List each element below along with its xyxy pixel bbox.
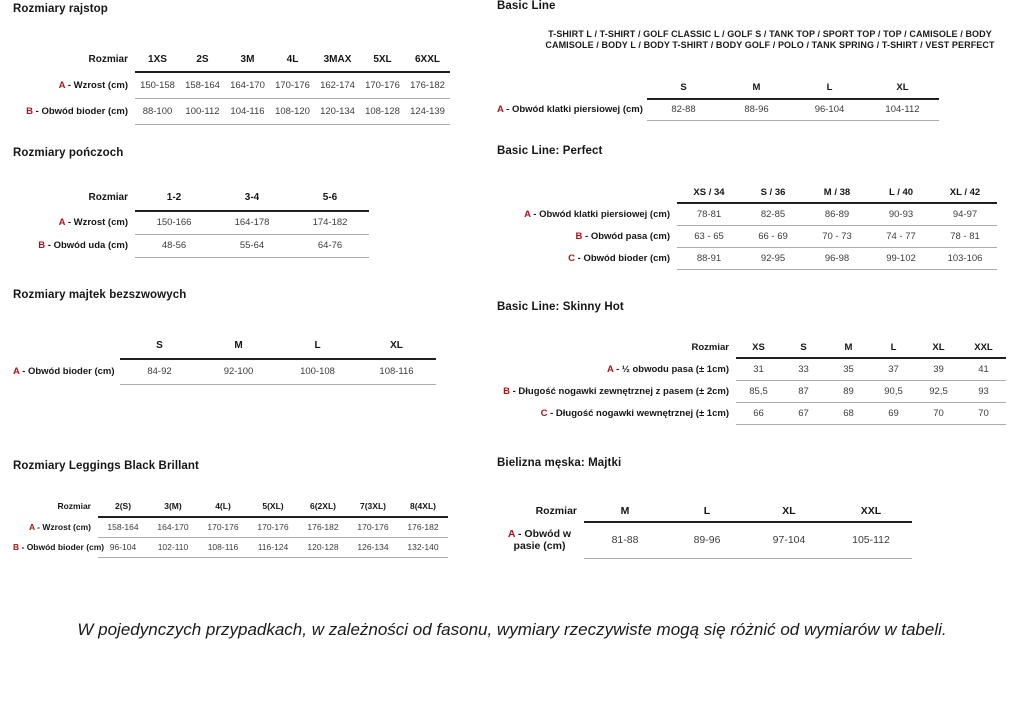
column-header: L [666, 500, 748, 522]
size-column-label [13, 332, 120, 359]
row-label: A - Wzrost (cm) [58, 217, 128, 228]
cell-value: 176-182 [298, 517, 348, 537]
row-label: C - Obwód bioder (cm) [568, 252, 670, 264]
table-row [497, 225, 997, 247]
table-row [13, 234, 369, 257]
row-letter: A [58, 217, 66, 228]
cell-value: 89-96 [666, 522, 748, 558]
section-title-bielizna-meska-majtki: Bielizna męska: Majtki [497, 457, 622, 469]
section-title-basic-line-perfect: Basic Line: Perfect [497, 145, 603, 157]
column-header: 8(4XL) [398, 495, 448, 517]
row-label: B - Obwód bioder (cm) [26, 105, 128, 117]
column-header: M [584, 500, 666, 522]
cell-value: 69 [871, 402, 916, 424]
cell-value: 96-98 [805, 247, 869, 269]
row-label: B - Długość nogawki zewnętrznej z pasem (± 2cm) [503, 385, 729, 397]
cell-value: 66 - 69 [741, 225, 805, 247]
cell-value: 158-164 [98, 517, 148, 537]
cell-value: 81-88 [584, 522, 666, 558]
table-row [13, 98, 450, 124]
column-header: XL [357, 332, 436, 359]
size-column-label [497, 182, 677, 203]
cell-value: 89 [826, 380, 871, 402]
column-header: XL [866, 76, 939, 99]
row-letter: A [58, 79, 66, 91]
column-header: 5-6 [291, 184, 369, 211]
cell-value: 100-108 [278, 359, 357, 384]
column-header: S [120, 332, 199, 359]
section-title-basic-line: Basic Line [497, 0, 556, 12]
cell-value: 86-89 [805, 203, 869, 225]
cell-value: 176-182 [398, 517, 448, 537]
cell-value: 68 [826, 402, 871, 424]
cell-value: 33 [781, 358, 826, 380]
cell-value: 108-120 [270, 98, 315, 124]
table-bielizna-meska-majtki [497, 500, 912, 559]
cell-value: 85,5 [736, 380, 781, 402]
cell-value: 94-97 [933, 203, 997, 225]
cell-value: 70 [916, 402, 961, 424]
column-header: L / 40 [869, 182, 933, 203]
cell-value: 92,5 [916, 380, 961, 402]
cell-value: 31 [736, 358, 781, 380]
header-row [497, 182, 997, 203]
table-row [497, 99, 939, 120]
size-column-label: Rozmiar [57, 501, 91, 511]
column-header: 4L [270, 47, 315, 72]
cell-value: 88-91 [677, 247, 741, 269]
column-header: 6(2XL) [298, 495, 348, 517]
cell-value: 92-95 [741, 247, 805, 269]
cell-value: 164-170 [225, 72, 270, 98]
cell-value: 48-56 [135, 234, 213, 257]
cell-value: 108-128 [360, 98, 405, 124]
cell-value: 103-106 [933, 247, 997, 269]
cell-value: 99-102 [869, 247, 933, 269]
cell-value: 88-100 [135, 98, 180, 124]
cell-value: 170-176 [270, 72, 315, 98]
cell-value: 82-88 [647, 99, 720, 120]
section-title-basic-line-skinny-hot: Basic Line: Skinny Hot [497, 301, 624, 313]
column-header: L [793, 76, 866, 99]
cell-value: 108-116 [198, 537, 248, 557]
row-letter: A [497, 104, 504, 115]
table-row [497, 402, 1006, 424]
row-label: B - Obwód pasa (cm) [575, 230, 670, 242]
table-leggings [13, 495, 448, 558]
table-ponczochy [13, 184, 369, 258]
table-row [13, 211, 369, 234]
column-header: 7(3XL) [348, 495, 398, 517]
table-row [497, 522, 912, 558]
cell-value: 78 - 81 [933, 225, 997, 247]
header-row [13, 47, 450, 72]
header-row [497, 76, 939, 99]
row-label: A - Obwód bioder (cm) [13, 366, 115, 377]
table-majtki-bezszwowe [13, 332, 436, 385]
size-column-label [497, 76, 647, 99]
row-letter: C [540, 407, 548, 419]
cell-value: 64-76 [291, 234, 369, 257]
cell-value: 97-104 [748, 522, 830, 558]
column-header: 3(M) [148, 495, 198, 517]
column-header: XS [736, 337, 781, 358]
cell-value: 126-134 [348, 537, 398, 557]
cell-value: 88-96 [720, 99, 793, 120]
cell-value: 96-104 [793, 99, 866, 120]
cell-value: 170-176 [348, 517, 398, 537]
cell-value: 120-128 [298, 537, 348, 557]
column-header: 5(XL) [248, 495, 298, 517]
column-header: 5XL [360, 47, 405, 72]
cell-value: 108-116 [357, 359, 436, 384]
size-column-label: Rozmiar [88, 54, 128, 65]
cell-value: 78-81 [677, 203, 741, 225]
header-row [497, 500, 912, 522]
cell-value: 164-170 [148, 517, 198, 537]
table-row [497, 247, 997, 269]
cell-value: 170-176 [360, 72, 405, 98]
row-label: A - Obwód w pasie (cm) [507, 528, 572, 552]
cell-value: 39 [916, 358, 961, 380]
row-label: A - Obwód klatki piersiowej (cm) [524, 208, 670, 220]
row-label: B - Obwód uda (cm) [38, 240, 128, 251]
header-row [13, 184, 369, 211]
row-letter: A [606, 363, 614, 375]
column-header: XS / 34 [677, 182, 741, 203]
row-label: B - Obwód bioder (cm) [13, 542, 105, 552]
cell-value: 104-116 [225, 98, 270, 124]
column-header: 4(L) [198, 495, 248, 517]
column-header: L [278, 332, 357, 359]
row-letter: A [507, 528, 516, 540]
cell-value: 102-110 [148, 537, 198, 557]
column-header: 3M [225, 47, 270, 72]
column-header: S [647, 76, 720, 99]
column-header: XL [748, 500, 830, 522]
cell-value: 105-112 [830, 522, 912, 558]
cell-value: 82-85 [741, 203, 805, 225]
row-letter: B [38, 240, 46, 251]
cell-value: 164-178 [213, 211, 291, 234]
cell-value: 170-176 [248, 517, 298, 537]
cell-value: 132-140 [398, 537, 448, 557]
table-row [13, 537, 448, 557]
column-header: XL [916, 337, 961, 358]
cell-value: 37 [871, 358, 916, 380]
cell-value: 92-100 [199, 359, 278, 384]
table-row [13, 359, 436, 384]
row-label: A - Wzrost (cm) [28, 522, 91, 532]
cell-value: 93 [961, 380, 1006, 402]
table-row [497, 380, 1006, 402]
column-header: L [871, 337, 916, 358]
cell-value: 66 [736, 402, 781, 424]
column-header: 1XS [135, 47, 180, 72]
header-row [13, 495, 448, 517]
table-row [497, 358, 1006, 380]
table-basic-line-perfect [497, 182, 997, 270]
cell-value: 174-182 [291, 211, 369, 234]
cell-value: 87 [781, 380, 826, 402]
section-title-majtki-bezszwowe: Rozmiary majtek bezszwowych [13, 289, 187, 301]
cell-value: 150-166 [135, 211, 213, 234]
cell-value: 70 [961, 402, 1006, 424]
column-header: M / 38 [805, 182, 869, 203]
column-header: M [826, 337, 871, 358]
cell-value: 162-174 [315, 72, 360, 98]
cell-value: 170-176 [198, 517, 248, 537]
row-letter: B [26, 105, 33, 117]
size-column-label: Rozmiar [535, 505, 577, 517]
row-label: A - ½ obwodu pasa (± 1cm) [606, 363, 729, 375]
cell-value: 124-139 [405, 98, 450, 124]
column-header: 2S [180, 47, 225, 72]
row-letter: A [13, 366, 20, 377]
column-header: 3MAX [315, 47, 360, 72]
cell-value: 67 [781, 402, 826, 424]
cell-value: 84-92 [120, 359, 199, 384]
table-row [497, 203, 997, 225]
cell-value: 90-93 [869, 203, 933, 225]
column-header: S / 36 [741, 182, 805, 203]
column-header: XXL [961, 337, 1006, 358]
table-rajstop [13, 47, 450, 125]
section-title-ponczochy: Rozmiary pończoch [13, 147, 124, 159]
basic-line-products-list: T-SHIRT L / T-SHIRT / GOLF CLASSIC L / GOLF S / TANK TOP / SPORT TOP / TOP / CAMISOLE / BODY CAMISOLE / BODY L / BODY T-SHIRT / BODY GOLF / POLO / TANK SPRING / T-SHIRT / VEST PERFECT [545, 29, 995, 50]
table-basic-line [497, 76, 939, 121]
cell-value: 116-124 [248, 537, 298, 557]
size-column-label: Rozmiar [691, 342, 729, 353]
size-column-label: Rozmiar [88, 192, 128, 203]
section-title-leggings: Rozmiary Leggings Black Brillant [13, 460, 199, 472]
column-header: XXL [830, 500, 912, 522]
section-title-rajstop: Rozmiary rajstop [13, 3, 108, 15]
column-header: 1-2 [135, 184, 213, 211]
row-letter: A [524, 208, 531, 220]
cell-value: 74 - 77 [869, 225, 933, 247]
row-letter: B [13, 542, 20, 552]
column-header: 3-4 [213, 184, 291, 211]
table-row [13, 72, 450, 98]
cell-value: 96-104 [98, 537, 148, 557]
row-letter: B [503, 385, 510, 397]
row-label: C - Długość nogawki wewnętrznej (± 1cm) [540, 407, 729, 419]
cell-value: 63 - 65 [677, 225, 741, 247]
column-header: 2(S) [98, 495, 148, 517]
row-letter: C [568, 252, 575, 264]
footer-disclaimer-note: W pojedynczych przypadkach, w zależności od fasonu, wymiary rzeczywiste mogą się różnić od wymiarów w tabeli. [77, 620, 947, 639]
column-header: 6XXL [405, 47, 450, 72]
row-letter: A [28, 522, 35, 532]
cell-value: 104-112 [866, 99, 939, 120]
cell-value: 70 - 73 [805, 225, 869, 247]
cell-value: 41 [961, 358, 1006, 380]
row-label: A - Wzrost (cm) [58, 79, 128, 91]
cell-value: 100-112 [180, 98, 225, 124]
column-header: M [199, 332, 278, 359]
table-row [13, 517, 448, 537]
row-letter: B [575, 230, 583, 242]
column-header: S [781, 337, 826, 358]
cell-value: 150-158 [135, 72, 180, 98]
table-basic-line-skinny-hot [497, 337, 1006, 425]
cell-value: 158-164 [180, 72, 225, 98]
cell-value: 35 [826, 358, 871, 380]
cell-value: 55-64 [213, 234, 291, 257]
cell-value: 176-182 [405, 72, 450, 98]
header-row [13, 332, 436, 359]
column-header: XL / 42 [933, 182, 997, 203]
cell-value: 90,5 [871, 380, 916, 402]
row-label: A - Obwód klatki piersiowej (cm) [497, 104, 643, 115]
column-header: M [720, 76, 793, 99]
cell-value: 120-134 [315, 98, 360, 124]
header-row [497, 337, 1006, 358]
